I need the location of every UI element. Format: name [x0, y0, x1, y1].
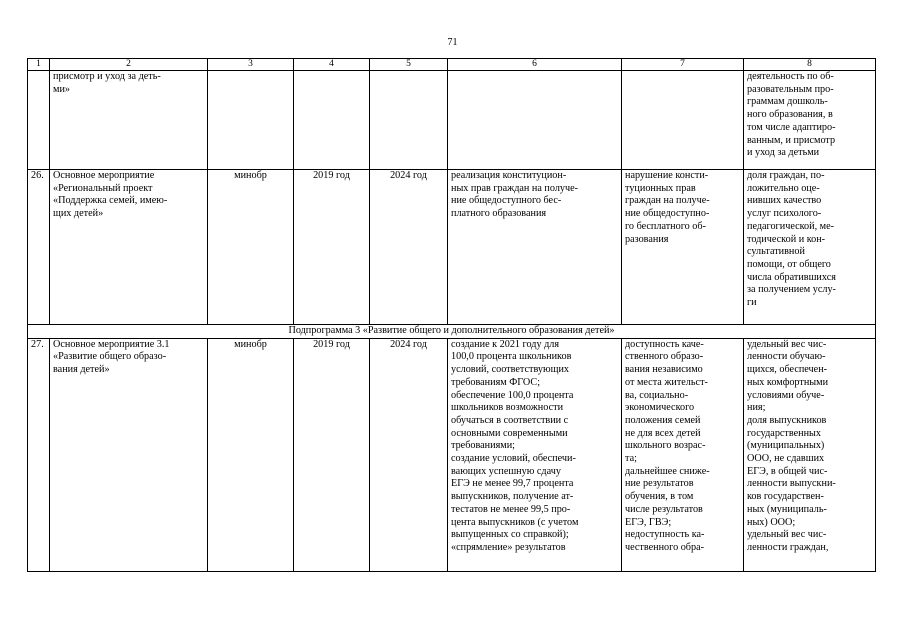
consequences-cell	[622, 338, 744, 571]
executor-cell: минобр	[208, 338, 294, 571]
cell-text-line: щих детей»	[53, 208, 104, 220]
row-number-cell: 27.	[28, 338, 50, 571]
cell-text-line: разовательным про-	[747, 83, 834, 95]
row-number-cell: 26.	[28, 170, 50, 325]
cell-text-line: ванным, и присмотр	[747, 134, 836, 146]
cell-text-line: ние результатов	[625, 478, 694, 490]
cell-text-line: ленности обучаю-	[747, 351, 826, 363]
executor-cell	[208, 71, 294, 170]
cell-text-line: школьников возможности	[451, 402, 564, 414]
cell-text-line: экономического	[625, 402, 695, 414]
cell-text-line: том числе адаптиро-	[747, 121, 836, 133]
end-year-cell: 2024 год	[370, 170, 448, 325]
cell-text-line: положения семей	[625, 414, 701, 426]
cell-text-line: помощи, от общего	[747, 258, 831, 270]
cell-text-line: «Поддержка семей, имею-	[53, 195, 168, 207]
consequences-cell	[622, 71, 744, 170]
cell-text-line: условий, соответствующих	[451, 364, 570, 376]
cell-text-line: го бесплатного об-	[625, 220, 706, 232]
cell-text-line: создание к 2021 году для	[451, 338, 560, 350]
cell-text-line: не для всех детей	[625, 427, 701, 439]
cell-text-line: доля выпускников	[747, 414, 827, 426]
end-year-cell: 2024 год	[370, 338, 448, 571]
cell-text-line: нарушение консти-	[625, 170, 709, 181]
column-header: 3	[208, 59, 294, 71]
cell-text-line: нивших качество	[747, 195, 822, 207]
executor-cell: минобр	[208, 170, 294, 325]
cell-text-line: ООО, не сдавших	[747, 453, 825, 465]
indicator-cell	[744, 170, 876, 325]
cell-text-line: граждан на получе-	[625, 195, 710, 207]
cell-text-line: ных) ООО;	[747, 516, 796, 528]
cell-text-line: выпускников, получение ат-	[451, 491, 574, 503]
cell-text-line: граммам дошколь-	[747, 96, 828, 108]
expected-result-cell	[448, 338, 622, 571]
cell-text-line: сультативной	[747, 246, 805, 258]
column-header: 1	[28, 59, 50, 71]
column-header: 2	[50, 59, 208, 71]
cell-text-line: числа обратившихся	[747, 271, 836, 283]
cell-text-line: от места жительст-	[625, 376, 708, 388]
cell-text-line: ние общедоступного бес-	[451, 195, 562, 207]
cell-text-line: чественного обра-	[625, 541, 704, 553]
cell-text-line: ЕГЭ, ГВЭ;	[625, 516, 672, 528]
cell-text-line: доля граждан, по-	[747, 170, 825, 181]
cell-text-line: удельный вес чис-	[747, 529, 827, 541]
measure-name-cell	[50, 338, 208, 571]
cell-text-line: «спрямление» результатов	[451, 541, 566, 553]
cell-text-line: школьного возрас-	[625, 440, 706, 452]
cell-text-line: государственных	[747, 427, 821, 439]
start-year-cell: 2019 год	[294, 170, 370, 325]
cell-text-line: ственного образо-	[625, 351, 704, 363]
cell-text-line: вания независимо	[625, 364, 703, 376]
cell-text-line: ния;	[747, 402, 766, 414]
cell-text-line: ложительно оце-	[747, 182, 820, 194]
cell-text-line: тодической и кон-	[747, 233, 826, 245]
start-year-cell: 2019 год	[294, 338, 370, 571]
cell-text-line: ЕГЭ не менее 99,7 процента	[451, 478, 574, 490]
cell-text-line: присмотр и уход за деть-	[53, 71, 161, 82]
cell-text-line: услуг психолого-	[747, 208, 822, 220]
cell-text-line: Основное мероприятие	[53, 170, 155, 181]
cell-text-line: ги	[747, 297, 757, 309]
column-header: 8	[744, 59, 876, 71]
cell-text-line: требованиям ФГОС;	[451, 376, 541, 388]
cell-text-line: деятельность по об-	[747, 71, 834, 82]
cell-text-line: ленности выпускни-	[747, 478, 836, 490]
cell-text-line: ми»	[53, 83, 70, 95]
cell-text-line: «Развитие общего образо-	[53, 351, 167, 363]
cell-text-line: и уход за детьми	[747, 147, 820, 159]
indicator-cell	[744, 71, 876, 170]
cell-text-line: за получением услу-	[747, 284, 836, 296]
row-number-cell	[28, 71, 50, 170]
cell-text-line: ленности граждан,	[747, 541, 829, 553]
subprogram-row	[28, 325, 876, 339]
cell-text-line: ных комфортными	[747, 376, 829, 388]
indicator-cell	[744, 338, 876, 571]
cell-text-line: обеспечение 100,0 процента	[451, 389, 574, 401]
cell-text-line: туционных прав	[625, 182, 696, 194]
page-number: 71	[447, 37, 458, 48]
cell-text-line: выпущенных со справкой);	[451, 529, 569, 541]
cell-text-line: вающих успешную сдачу	[451, 465, 561, 477]
cell-text-line: ков государствен-	[747, 491, 824, 503]
cell-text-line: вания детей»	[53, 364, 110, 376]
column-header: 6	[448, 59, 622, 71]
cell-text-line: реализация конституцион-	[451, 170, 567, 181]
end-year-cell	[370, 71, 448, 170]
cell-text-line: удельный вес чис-	[747, 338, 827, 350]
measure-name-cell	[50, 170, 208, 325]
cell-text-line: цента выпускников (с учетом	[451, 516, 579, 528]
cell-text-line: дальнейшее сниже-	[625, 465, 710, 477]
cell-text-line: ние общедоступно-	[625, 208, 710, 220]
column-header: 5	[370, 59, 448, 71]
column-number-row	[28, 59, 876, 71]
consequences-cell	[622, 170, 744, 325]
cell-text-line: создание условий, обеспечи-	[451, 453, 576, 465]
cell-text-line: Основное мероприятие 3.1	[53, 338, 170, 350]
subprogram-title: Подпрограмма 3 «Развитие общего и дополнительного образования детей»	[28, 325, 876, 339]
cell-text-line: обучения, в том	[625, 491, 694, 503]
cell-text-line: числе результатов	[625, 503, 703, 515]
cell-text-line: условиями обуче-	[747, 389, 825, 401]
cell-text-line: ных (муниципаль-	[747, 503, 827, 515]
cell-text-line: доступность каче-	[625, 338, 704, 350]
expected-result-cell	[448, 170, 622, 325]
cell-text-line: ного образования, в	[747, 109, 833, 121]
cell-text-line: (муниципальных)	[747, 440, 825, 452]
cell-text-line: ва, социально-	[625, 389, 689, 401]
table-row	[28, 71, 876, 170]
table-row	[28, 170, 876, 325]
expected-result-cell	[448, 71, 622, 170]
measure-name-cell	[50, 71, 208, 170]
cell-text-line: обучаться в соответствии с	[451, 414, 569, 426]
cell-text-line: та;	[625, 453, 637, 465]
column-header: 7	[622, 59, 744, 71]
cell-text-line: разования	[625, 233, 669, 245]
cell-text-line: тестатов не менее 99,5 про-	[451, 503, 571, 515]
start-year-cell	[294, 71, 370, 170]
cell-text-line: требованиями;	[451, 440, 515, 452]
cell-text-line: платного образования	[451, 208, 547, 220]
cell-text-line: ных прав граждан на получе-	[451, 182, 579, 194]
cell-text-line: педагогической, ме-	[747, 220, 835, 232]
table-row	[28, 338, 876, 571]
cell-text-line: основными современными	[451, 427, 568, 439]
cell-text-line: щихся, обеспечен-	[747, 364, 828, 376]
measures-table	[27, 58, 876, 572]
cell-text-line: 100,0 процента школьников	[451, 351, 572, 363]
column-header: 4	[294, 59, 370, 71]
cell-text-line: «Региональный проект	[53, 182, 153, 194]
cell-text-line: недоступность ка-	[625, 529, 705, 541]
cell-text-line: ЕГЭ, в общей чис-	[747, 465, 828, 477]
